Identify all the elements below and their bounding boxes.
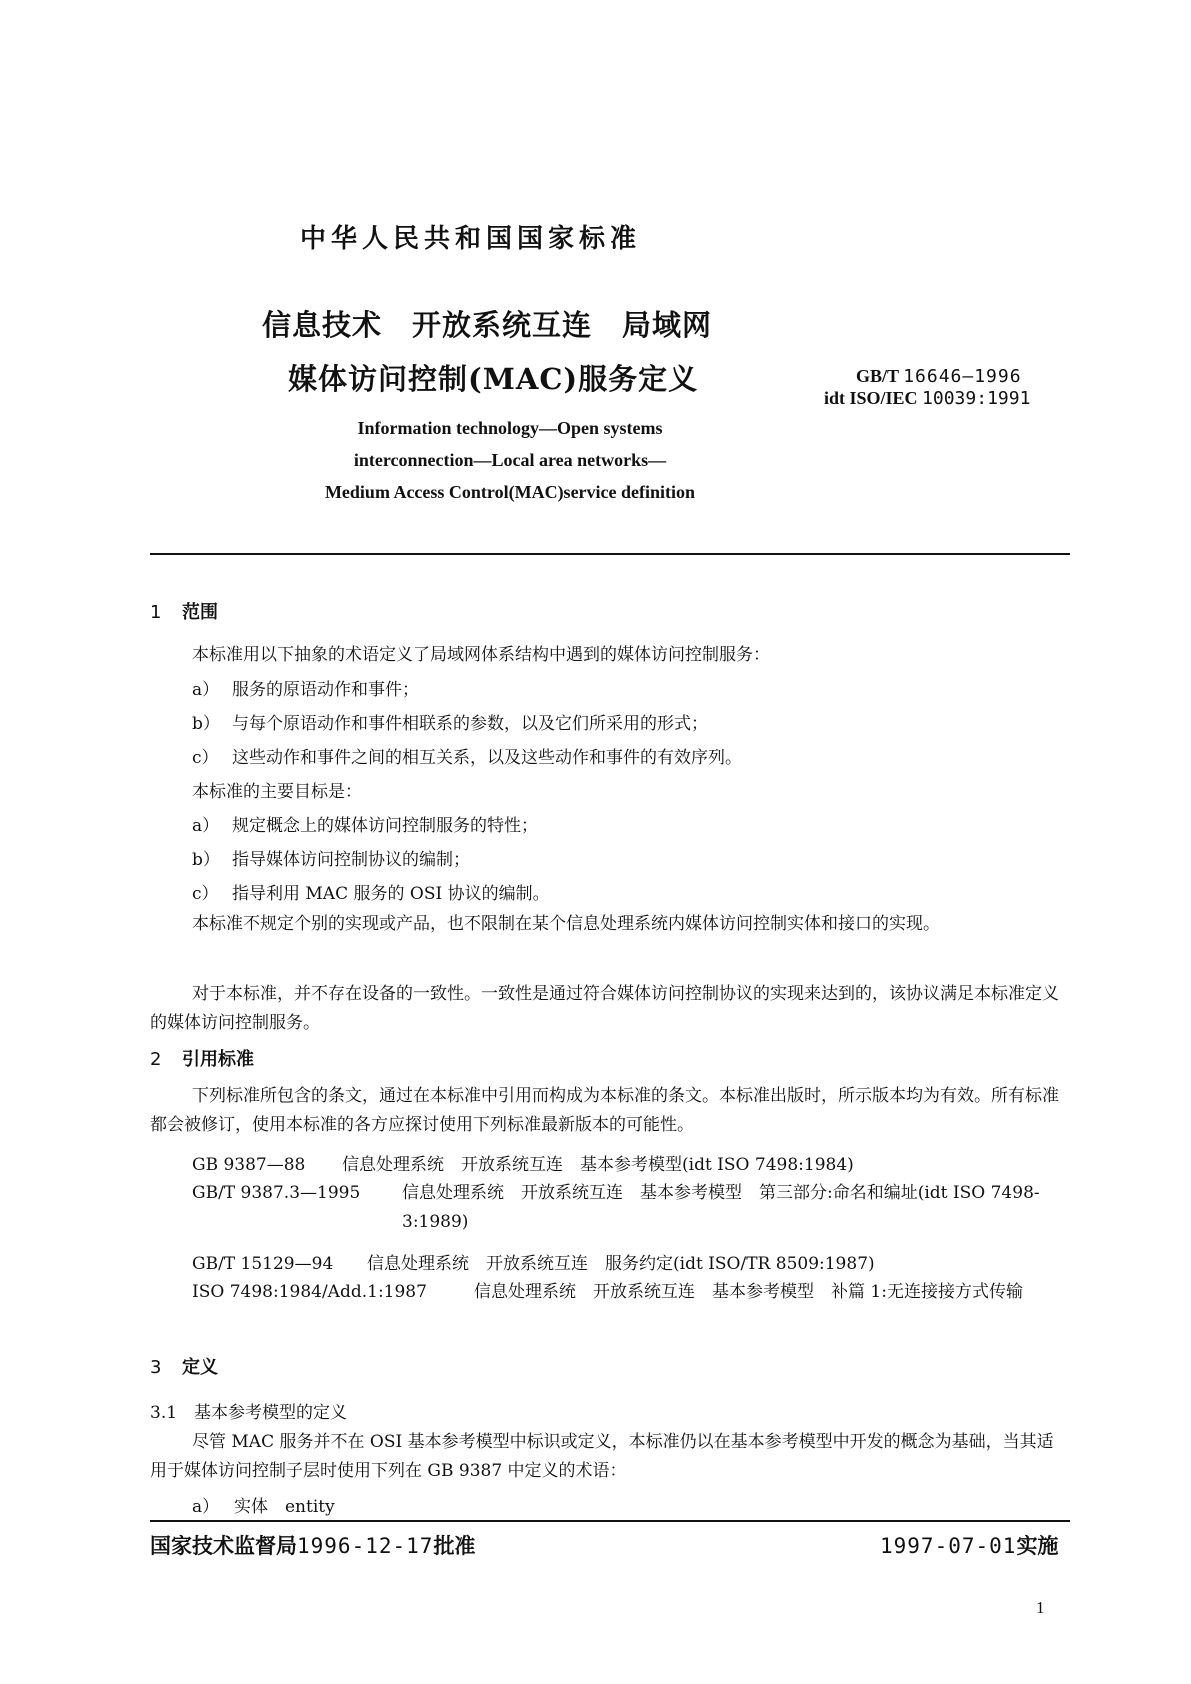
list-marker: b） [192,714,220,734]
standard-prefix: GB/T [856,366,899,386]
subsection-heading [150,1398,347,1423]
approval-org: 国家技术监督局 [150,1534,297,1558]
list-text: 这些动作和事件之间的相互关系，以及这些动作和事件的有效序列。 [232,748,742,768]
section-title: 定义 [182,1357,218,1378]
list-item [192,1492,335,1517]
title-zh-line2: 媒体访问控制(MAC)服务定义 [288,362,699,396]
section-heading-references [150,1045,254,1071]
approval-label: 批准 [433,1534,476,1558]
list-item [192,743,742,768]
list-text: 指导媒体访问控制协议的编制； [232,850,470,870]
list-marker: a） [192,680,220,700]
implementation-line [880,1530,1058,1560]
implementation-date: 1997-07-01 [880,1534,1017,1558]
reference-code: GB/T 9387.3—1995 [192,1183,361,1203]
reference-text: 信息处理系统 开放系统互连 基本参考模型 补篇 1:无连接接方式传输 [474,1282,1023,1302]
national-standard-heading: 中华人民共和国国家标准 [300,224,642,254]
section-title: 引用标准 [182,1049,254,1070]
list-item [192,811,538,836]
idt-code: 10039:1991 [922,388,1031,409]
standard-code: 16646—1996 [903,366,1022,387]
list-marker: b） [192,850,220,870]
list-text: 服务的原语动作和事件； [232,680,419,700]
section-number: 1 [150,602,162,623]
reference-text: 信息处理系统 开放系统互连 服务约定(idt ISO/TR 8509:1987) [367,1254,875,1274]
list-item [192,879,550,904]
reference-code: GB 9387—88 [192,1155,306,1175]
header-divider [150,553,1070,555]
reference-code: GB/T 15129—94 [192,1254,334,1274]
section-number: 3 [150,1357,162,1378]
implementation-label: 实施 [1016,1534,1059,1558]
standard-number [856,366,1022,387]
reference-item [192,1278,1070,1307]
list-item [192,709,708,734]
subsection-number: 3.1 [150,1403,178,1423]
approval-line [150,1530,475,1560]
reference-item [192,1179,1070,1237]
page-number: 1 [1036,1598,1045,1617]
title-en-line1: Information technology—Open systems [357,418,663,438]
title-en-line2: interconnection—Local area networks— [353,450,667,470]
goal-intro: 本标准的主要目标是： [192,782,362,802]
reference-code: ISO 7498:1984/Add.1:1987 [192,1282,427,1302]
reference-item [192,1249,875,1274]
list-item [192,845,470,870]
list-item [192,675,419,700]
section-heading-scope [150,598,218,624]
subsection-title: 基本参考模型的定义 [194,1403,347,1423]
approval-date: 1996-12-17 [297,1534,434,1558]
reference-text: 信息处理系统 开放系统互连 基本参考模型 第三部分:命名和编址(idt ISO 7498-3:1989) [402,1183,1040,1232]
section-heading-definitions [150,1353,218,1379]
footer-divider [150,1520,1070,1522]
title-en-line3: Medium Access Control(MAC)service definition [324,482,696,502]
list-text: 实体 entity [234,1497,335,1517]
idt-prefix: idt ISO/IEC [824,388,918,408]
references-intro: 下列标准所包含的条文，通过在本标准中引用而构成为本标准的条文。本标准出版时，所示版本均为有效。所有标准都会被修订，使用本标准的各方应探讨使用下列标准最新版本的可能性。 [150,1086,1059,1135]
scope-intro: 本标准用以下抽象的术语定义了局域网体系结构中遇到的媒体访问控制服务： [192,645,770,665]
idt-reference [824,388,1030,409]
scope-paragraph-1: 本标准不规定个别的实现或产品，也不限制在某个信息处理系统内媒体访问控制实体和接口的实现。 [192,914,940,934]
title-zh-line1: 信息技术 开放系统互连 局域网 [262,308,713,342]
list-marker: c） [192,884,219,904]
list-text: 与每个原语动作和事件相联系的参数，以及它们所采用的形式； [232,714,708,734]
list-text: 指导利用 MAC 服务的 OSI 协议的编制。 [232,884,550,904]
reference-item [192,1150,854,1175]
section-number: 2 [150,1049,162,1070]
section-title: 范围 [182,602,218,623]
scope-paragraph-2: 对于本标准，并不存在设备的一致性。一致性是通过符合媒体访问控制协议的实现来达到的，该协议满足本标准定义的媒体访问控制服务。 [150,984,1059,1033]
list-marker: a） [192,816,220,836]
list-marker: c） [192,748,219,768]
list-marker: a） [192,1497,220,1517]
list-text: 规定概念上的媒体访问控制服务的特性； [232,816,538,836]
definitions-paragraph: 尽管 MAC 服务并不在 OSI 基本参考模型中标识或定义，本标准仍以在基本参考模型中开发的概念为基础，当其适用于媒体访问控制子层时使用下列在 GB 9387 中定义的术语： [150,1432,1054,1481]
reference-text: 信息处理系统 开放系统互连 基本参考模型(idt ISO 7498:1984) [342,1155,854,1175]
